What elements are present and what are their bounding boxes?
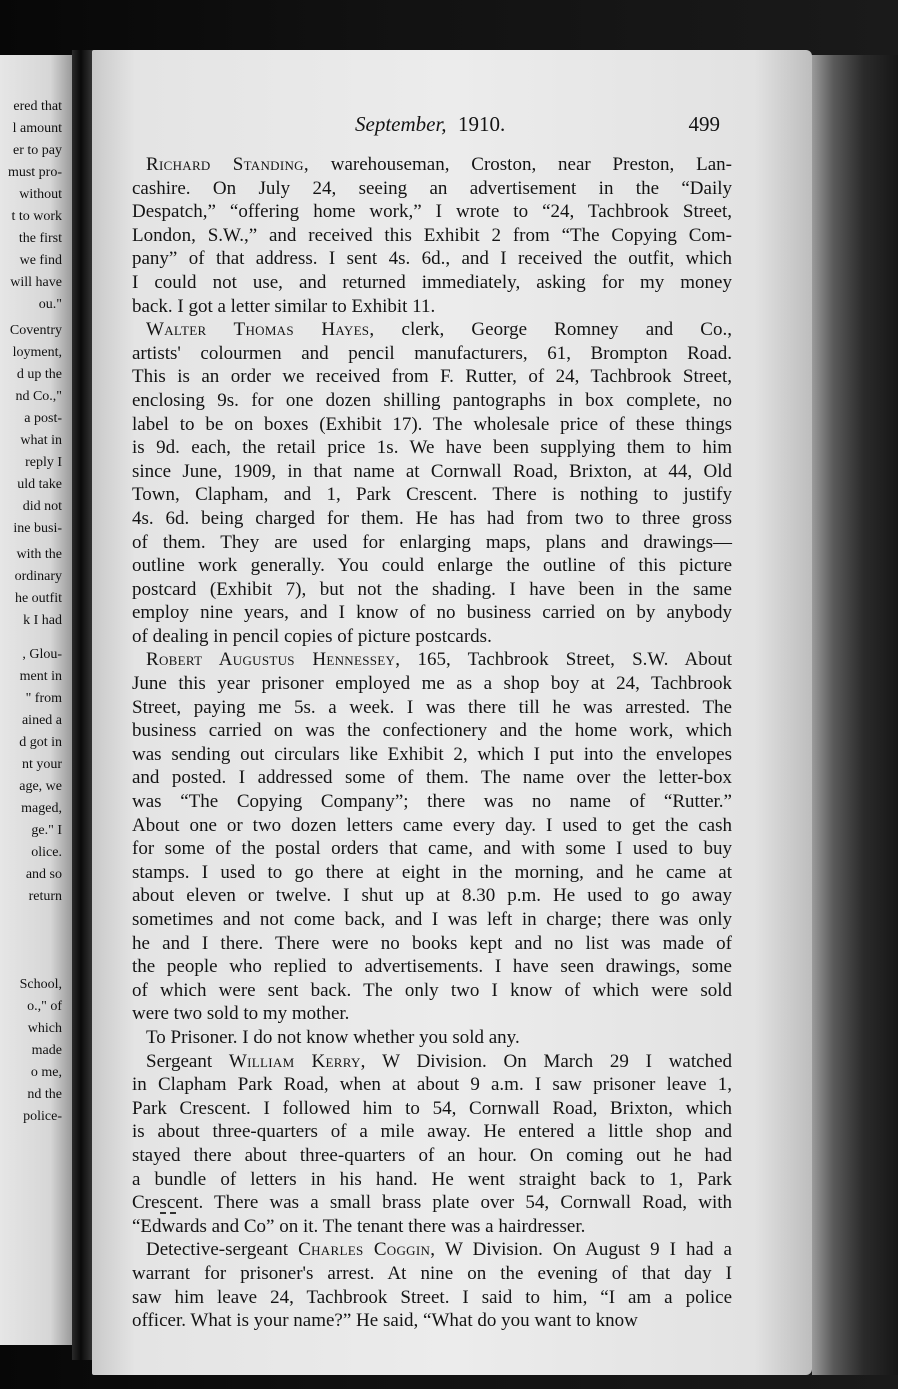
facing-page-fragment: reply I [25, 455, 62, 470]
line-text: were two sold to my mother. [132, 1003, 350, 1025]
text-line [132, 932, 732, 956]
line-text: cashire. On July 24, seeing an advertisement in the “Daily [132, 177, 732, 199]
line-text: pany” of that address. I sent 4s. 6d., and I received the outfit, which [132, 248, 732, 270]
running-head-year: 1910. [458, 112, 506, 136]
witness-name: Richard Standing, [146, 154, 309, 175]
facing-page-fragment: t to work [11, 209, 62, 224]
line-text: June this year prisoner employed me as a shop boy at 24, Tachbrook [132, 673, 732, 695]
facing-page-fragment: " from [25, 691, 62, 706]
text-line [132, 743, 732, 767]
line-text: postcard (Exhibit 7), but not the shading. I have been in the same [132, 578, 732, 600]
line-text: warrant for prisoner's arrest. At nine on the evening of that day I [132, 1262, 732, 1284]
facing-page-fragment: return [28, 889, 62, 904]
line-text: of which were sent back. The only two I know of which were sold [132, 979, 732, 1001]
line-text: saw him leave 24, Tachbrook Street. I said to him, “I am a police [132, 1286, 732, 1308]
line-text: enclosing 9s. for one dozen shilling pantographs in box complete, no [132, 389, 732, 411]
text-line [132, 861, 732, 885]
facing-page-fragment: School, [19, 977, 62, 992]
facing-page-fragment: we find [19, 253, 62, 268]
line-text: “Edwards and Co” on it. The tenant there was a hairdresser. [132, 1215, 586, 1237]
line-text: Town, Clapham, and 1, Park Crescent. There is nothing to justify [132, 484, 732, 506]
line-text: 165, Tachbrook Street, S.W. About [400, 649, 732, 671]
text-line [132, 1168, 732, 1192]
facing-page-fragment: o.," of [27, 999, 62, 1014]
line-text: Street, paying me 5s. a week. I was there till he was arrested. The [132, 696, 732, 718]
witness-title: Detective-sergeant [146, 1239, 299, 1261]
paragraph [132, 1238, 732, 1332]
facing-page-fragment: did not [22, 499, 62, 514]
text-line [132, 1026, 732, 1050]
text-line [132, 955, 732, 979]
page-edge [812, 55, 898, 1375]
facing-page-fragment: without [19, 187, 62, 202]
text-line [132, 979, 732, 1003]
paragraph [132, 1026, 732, 1050]
line-text: the people who replied to advertisements. I have seen drawings, some [132, 956, 732, 978]
line-text: was sending out circulars like Exhibit 2, which I put into the envelopes [132, 743, 732, 765]
line-text: artists' colourmen and pencil manufacturers, 61, Brompton Road. [132, 342, 732, 364]
text-line [132, 766, 732, 790]
text-line [132, 1073, 732, 1097]
facing-page-fragment: ge." I [31, 823, 62, 838]
line-text: 4s. 6d. being charged for them. He has had from two to three gross [132, 507, 732, 529]
line-text: he and I there. There were no books kept and no list was made of [132, 932, 732, 954]
facing-page-fragment: ordinary [14, 569, 62, 584]
facing-page-fragment: o me, [30, 1065, 62, 1080]
text-line [132, 719, 732, 743]
line-text: About one or two dozen letters came every day. I used to get the cash [132, 814, 732, 836]
text-line [132, 177, 732, 201]
line-text: label to be on boxes (Exhibit 17). The wholesale price of these things [132, 413, 732, 435]
line-text: about eleven or twelve. I shut up at 8.30 p.m. He used to go away [132, 885, 732, 907]
line-text: is about three-quarters of a mile away. He entered a little shop and [132, 1121, 732, 1143]
line-text: Crescent. There was a small brass plate over 54, Cornwall Road, with [132, 1192, 732, 1214]
facing-page-fragment: Coventry [9, 323, 62, 338]
text-line [132, 578, 732, 602]
facing-page-fragment: a post- [24, 411, 62, 426]
text-line [132, 295, 732, 319]
text-line [132, 1050, 732, 1074]
line-text: of dealing in pencil copies of picture postcards. [132, 625, 492, 647]
running-head [140, 112, 720, 140]
witness-name: Robert Augustus Hennessey, [146, 649, 401, 671]
text-line [132, 672, 732, 696]
text-line [132, 483, 732, 507]
line-text: a bundle of letters in his hand. He went straight back to 1, Park [132, 1168, 732, 1190]
facing-page-fragment: nt your [21, 757, 62, 772]
line-text: warehouseman, Croston, near Preston, Lan- [308, 154, 732, 175]
stray-ink-mark [160, 1212, 176, 1217]
facing-page-fragment: police- [23, 1109, 62, 1124]
facing-page-fragment: l amount [12, 121, 62, 136]
text-line [132, 884, 732, 908]
text-line [132, 1144, 732, 1168]
line-text: Park Crescent. I followed him to 54, Cornwall Road, Brixton, which [132, 1097, 732, 1119]
witness-title: Sergeant [146, 1050, 229, 1072]
text-line [132, 1002, 732, 1026]
line-text: is 9d. each, the retail price 1s. We have been supplying them to him [132, 437, 732, 459]
line-text: Despatch,” “offering home work,” I wrote to “24, Tachbrook Street, [132, 201, 732, 223]
facing-page-fragment: maged, [21, 801, 62, 816]
line-text: back. I got a letter similar to Exhibit 11. [132, 295, 436, 317]
text-line [132, 648, 732, 672]
facing-page-fragment: d got in [19, 735, 62, 750]
text-line [132, 625, 732, 649]
text-line [132, 908, 732, 932]
line-text: London, S.W.,” and received this Exhibit 2 from “The Copying Com- [132, 224, 732, 246]
text-line [132, 1120, 732, 1144]
line-text: of them. They are used for enlarging maps, plans and drawings— [132, 531, 732, 553]
text-line [132, 1309, 732, 1333]
line-text: officer. What is your name?” He said, “What do you want to know [132, 1310, 638, 1332]
facing-page-fragment: which [27, 1021, 62, 1036]
line-text: employ nine years, and I know of no business carried on by anybody [132, 602, 732, 624]
facing-page-fragment: uld take [17, 477, 62, 492]
text-line [132, 554, 732, 578]
body-text [132, 153, 732, 1333]
witness-name: Walter Thomas Hayes, [146, 319, 375, 341]
facing-page-fragment: d up the [16, 367, 62, 382]
facing-page-fragment: ered that [13, 99, 62, 114]
facing-page-fragment: ou." [38, 297, 62, 312]
text-line [132, 1238, 732, 1262]
text-line [132, 507, 732, 531]
facing-page-fragment: ine busi- [13, 521, 62, 536]
facing-page-fragment: what in [20, 433, 62, 448]
line-text: outline work generally. You could enlarge the outline of this picture [132, 555, 732, 577]
facing-page-fragment: must pro- [7, 165, 62, 180]
line-text: was “The Copying Company”; there was no name of “Rutter.” [132, 791, 732, 813]
facing-page-fragment: with the [16, 547, 62, 562]
line-text: To Prisoner. I do not know whether you sold any. [146, 1026, 520, 1048]
text-line [132, 696, 732, 720]
line-text: I could not use, and returned immediately, asking for my money [132, 271, 732, 293]
facing-page-fragment: , Glou- [22, 647, 62, 662]
text-line [132, 1286, 732, 1310]
line-text: sometimes and not come back, and I was left in charge; there was only [132, 909, 732, 930]
text-line [132, 531, 732, 555]
facing-page-fragment: k I had [23, 613, 62, 628]
text-line [132, 1191, 732, 1215]
running-head-title: September, [355, 112, 447, 136]
text-line [132, 1097, 732, 1121]
paragraph [132, 318, 732, 648]
text-line [132, 153, 732, 177]
facing-page-fragment: will have [10, 275, 62, 290]
text-line [132, 247, 732, 271]
line-text: stayed there about three-quarters of an hour. On coming out he had [132, 1144, 732, 1166]
facing-page-fragment: he outfit [14, 591, 62, 606]
text-line [132, 342, 732, 366]
facing-page-fragment: er to pay [13, 143, 62, 158]
line-text: clerk, George Romney and Co., [374, 319, 732, 341]
line-text: for some of the postal orders that came, and with some I used to buy [132, 838, 732, 860]
facing-page-fragment: made [31, 1043, 62, 1058]
facing-page-fragment: ained a [21, 713, 62, 728]
paragraph [132, 648, 732, 1026]
text-line [132, 318, 732, 342]
text-line [132, 601, 732, 625]
text-line [132, 790, 732, 814]
text-line [132, 413, 732, 437]
facing-page [0, 55, 72, 1345]
facing-page-fragment: olice. [31, 845, 62, 860]
facing-page-fragment: loyment, [12, 345, 62, 360]
text-line [132, 837, 732, 861]
line-text: stamps. I used to go there at eight in the morning, and he came at [132, 861, 732, 883]
line-text: W Division. On March 29 I watched [365, 1050, 733, 1072]
text-line [132, 1215, 732, 1239]
witness-name: William Kerry, [228, 1050, 366, 1072]
text-line [132, 460, 732, 484]
line-text: since June, 1909, in that name at Cornwall Road, Brixton, at 44, Old [132, 460, 732, 482]
facing-page-fragment: nd the [27, 1087, 62, 1102]
book-gutter [72, 50, 94, 1360]
page-number: 499 [688, 112, 720, 136]
text-line [132, 1262, 732, 1286]
witness-name: Charles Coggin, [298, 1239, 436, 1261]
facing-page-fragment: the first [18, 231, 62, 246]
facing-page-fragment: ment in [19, 669, 62, 684]
paragraph [132, 153, 732, 318]
line-text: and posted. I addressed some of them. The name over the letter-box [132, 767, 732, 789]
facing-page-fragment: and so [25, 867, 62, 882]
line-text: business carried on was the confectionery and the home work, which [132, 720, 732, 742]
text-line [132, 436, 732, 460]
text-line [132, 389, 732, 413]
text-line [132, 365, 732, 389]
facing-page-fragment: age, we [19, 779, 62, 794]
text-line [132, 814, 732, 838]
line-text: W Division. On August 9 I had a [435, 1239, 732, 1261]
facing-page-fragment: nd Co.," [15, 389, 62, 404]
paragraph [132, 1050, 732, 1239]
line-text: This is an order we received from F. Rutter, of 24, Tachbrook Street, [132, 366, 732, 388]
text-line [132, 224, 732, 248]
line-text: in Clapham Park Road, when at about 9 a.m. I saw prisoner leave 1, [132, 1074, 732, 1096]
text-line [132, 271, 732, 295]
text-line [132, 200, 732, 224]
